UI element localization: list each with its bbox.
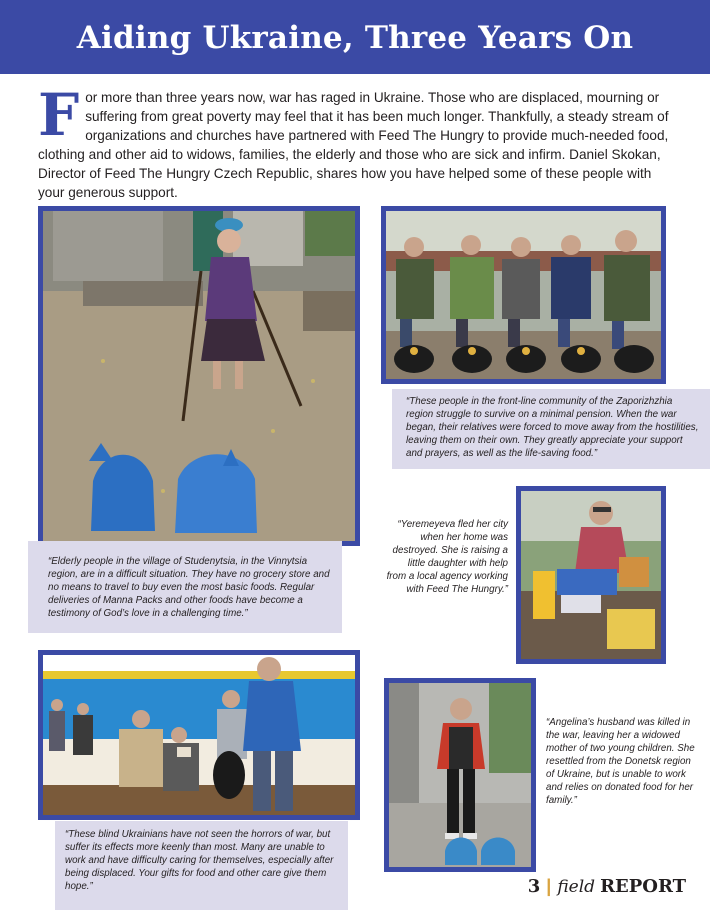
caption-studenytsia: “Elderly people in the village of Studenytsia, in the Vinnytsia region, are in a difficult situation. They have no grocery store and no means to travel to buy even the most basic foods. Regular deliveries of Manna Packs and other foods have become a testimony of God’s love in a challenging time.” [28, 541, 342, 633]
drop-cap: F [38, 81, 80, 149]
photo-blind-group-image [43, 655, 355, 815]
photo-seated-group-image [386, 211, 661, 379]
photo-angelina [384, 678, 536, 872]
photo-yeremeyeva [516, 486, 666, 664]
caption-yeremeyeva: “Yeremeyeva fled her city when her home was destroyed. She is raising a little daughter with help from a local agency working with Feed The Hungry.” [386, 519, 508, 595]
page-title: Aiding Ukraine, Three Years On [76, 20, 634, 56]
photo-blind-group [38, 650, 360, 820]
photo-elderly-woman-image [43, 211, 355, 541]
caption-zaporizhzhia: “These people in the front-line community of the Zaporizhzhia region struggle to survive on a minimal pension. When the war began, their relatives were forced to move away from the hostilities, leaving them on their own. They greatly appreciate your support and prayers, as well as the life-saving food.” [392, 389, 710, 469]
footer-report: REPORT [600, 876, 686, 897]
photo-yeremeyeva-image [521, 491, 661, 659]
page-footer [528, 876, 686, 897]
footer-field: field [557, 877, 596, 897]
title-banner [0, 0, 710, 74]
caption-angelina: “Angelina’s husband was killed in the war, leaving her a widowed mother of two young children. She resettled from the Donetsk region of Ukraine, but is unable to work and relies on donated food for her family.” [546, 717, 695, 806]
intro-text: or more than three years now, war has raged in Ukraine. Those who are displaced, mourning or suffering from great poverty may feel that it has been much longer. Thankfully, a steady stream of organizations and churches have partnered with Feed The Hungry to provide much-needed food, clothing and other aid to widows, families, the elderly and those who are sick and infirm. Daniel Skokan, Director of Feed The Hungry Czech Republic, shares how you have helped some of these people with your generous support. [38, 90, 669, 200]
intro-paragraph [38, 81, 678, 202]
footer-separator: | [546, 876, 552, 896]
caption-blind-ukrainians: “These blind Ukrainians have not seen the horrors of war, but suffer its effects more keenly than most. Many are unable to work and have difficulty caring for themselves, especially after being displaced. Your gifts for food and other care give them hope.” [55, 821, 348, 910]
page-number: 3 [527, 876, 541, 897]
photo-seated-group [381, 206, 666, 384]
photo-angelina-image [389, 683, 531, 867]
photo-elderly-woman [38, 206, 360, 546]
